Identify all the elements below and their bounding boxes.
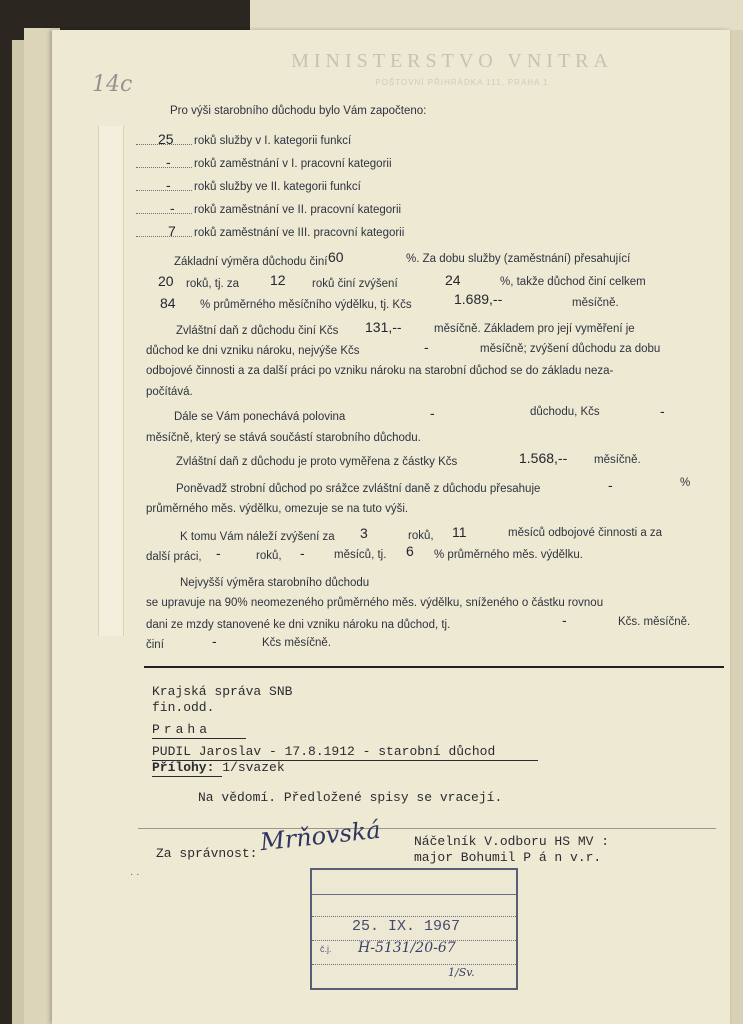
tax-text: Zvláštní daň z důchodu činí Kčs [176, 325, 339, 337]
attachments-label: Přílohy: [152, 760, 215, 775]
paper-stack-right [728, 30, 743, 1024]
service-value: - [166, 154, 171, 170]
max-text: se upravuje na 90% neomezeného průměrného měs. výdělku, sníženého o částku rovnou [146, 597, 604, 609]
raise-value-other-years: - [216, 545, 221, 561]
raise-text: roků, [408, 530, 434, 542]
service-label: roků služby ve II. kategorii funkcí [194, 181, 361, 193]
max-value: - [562, 612, 567, 628]
base-value-increase: 24 [445, 272, 461, 288]
base-value-percent: 60 [328, 249, 344, 265]
address-line-1: Krajská správa SNB [152, 684, 293, 699]
tax-text: důchod ke dni vzniku nároku, nejvýše Kčs [146, 345, 360, 357]
limit-text: % [680, 477, 691, 489]
max-text: Kčs. měsíčně. [618, 616, 691, 628]
half-text: Dále se Vám ponechává polovina [174, 411, 346, 423]
base-value-total: 84 [160, 295, 176, 311]
base-text: % průměrného měsíčního výdělku, tj. Kčs [200, 299, 412, 311]
service-value: 7 [168, 223, 176, 239]
document-page: MINISTERSTVO VNITRA POŠTOVNÍ PŘIHRÁDKA 111, PRAHA 1 14c Pro výši starobního důchodu bylo Vám započteno: 25 roků služby v I. kategorii funkcí - roků zaměstnání v I. pracovní kategorii - roků služby ve II. kategorii funkcí - roků zaměstnání ve II. pracovní kategorii 7 roků zaměstnání ve III. pracovní kategorii Základní výměra důchodu činí 60 %. Za dobu služby (zaměstnání) přesahující 20 roků, tj. za 12 roků činí zvýšení 24 %, takže důchod činí celkem 84 % průměrného měsíčního výdělku, tj. Kčs 1.689,-- měsíčně. Zvláštní daň z důchodu činí Kčs 131,-- měsíčně. Základem pro její vyměření je důchod ke dni vzniku nároku, nejvýše Kčs - měsíčně; zvýšení důchodu za dobu odbojové činnosti a za další práci po vzniku nároku na starobní důchod se do základu neza- počítává. Dále se Vám ponechává polovina - důchodu, Kčs - měsíčně, který se stává součástí starobního důchodu. Zvláštní daň z důchodu je proto vyměřena z částky Kčs 1.568,-- měsíčně. Poněvadž strobní důchod po srážce zvláštní daně z důchodu přesahuje - % průměrného měs. výdělku, omezuje se na tuto výši. K tomu Vám náleží zvýšení za 3 roků, 11 měsíců odbojové činnosti a za další práci, - roků, - měsíců, tj. 6 % průměrného měs. výdělku. Nejvyšší výměra starobního důchodu se upravuje na 90% neomezeného průměrného měs. výdělku, sníženého o částku rovnou dani ze mzdy stanovené ke dni vzniku nároku na důchod, tj. - Kčs. měsíčně. činí - Kčs měsíčně. Krajská správa SNB fin.odd. Praha PUDIL Jaroslav - 17.8.1912 - starobní důchod Přílohy: 1/svazek Na vědomí. Předložené spisy se vracejí. Za správnost: Mrňovská Náčelník V.odboru HS MV : major Bohumil P á n v.r. · · 25. IX. 1967 č.j. H-5131/20-67 1/Sv. [52, 30, 730, 1024]
limit-text: průměrného měs. výdělku, omezuje se na tuto výši. [146, 503, 409, 515]
base-text: %. Za dobu služby (zaměstnání) přesahující [406, 253, 631, 265]
chief-name: major Bohumil P á n v.r. [414, 850, 602, 865]
tax-base-text: Zvláštní daň z důchodu je proto vyměřena z částky Kčs [176, 456, 458, 468]
limit-text: Poněvadž strobní důchod po srážce zvláštní daně z důchodu přesahuje [176, 483, 541, 495]
ministry-header: MINISTERSTVO VNITRA [291, 50, 613, 72]
section-divider [144, 666, 724, 668]
paper-strip [98, 126, 124, 636]
correctness-label: Za správnost: [156, 846, 258, 861]
stamp-date: 25. IX. 1967 [352, 918, 461, 935]
max-value-total: - [212, 633, 217, 649]
subject-line: PUDIL Jaroslav - 17.8.1912 - starobní důchod [152, 744, 496, 759]
address-city: Praha [152, 722, 212, 737]
service-value: - [170, 200, 175, 216]
base-text: Základní výměra důchodu činí [174, 256, 328, 268]
limit-value: - [608, 477, 613, 493]
raise-value-other-months: - [300, 545, 305, 561]
half-value-amount: - [660, 403, 665, 419]
intro-text: Pro výši starobního důchodu bylo Vám započteno: [170, 105, 427, 117]
tax-text: počítává. [146, 386, 193, 398]
max-text: Nejvyšší výměra starobního důchodu [180, 577, 370, 589]
service-label: roků služby v I. kategorii funkcí [194, 135, 352, 147]
base-value-years: 20 [158, 273, 174, 289]
max-text: dani ze mzdy stanovené ke dni vzniku nároku na důchod, tj. [146, 619, 451, 631]
note-line: Na vědomí. Předložené spisy se vracejí. [198, 790, 503, 805]
stamp-cj-value: H-5131/20-67 [358, 940, 456, 956]
service-value: - [166, 177, 171, 193]
max-text: Kčs měsíčně. [262, 637, 332, 649]
raise-text: roků, [256, 550, 282, 562]
service-label: roků zaměstnání ve II. pracovní kategorii [194, 204, 402, 216]
thin-divider [138, 828, 716, 829]
tax-text: měsíčně. Základem pro její vyměření je [434, 323, 635, 335]
city-underline [152, 738, 246, 739]
tax-value-max: - [424, 339, 429, 355]
stamp-attachments: 1/Sv. [448, 966, 475, 979]
attachments-line [152, 760, 285, 776]
service-label: roků zaměstnání v I. pracovní kategorii [194, 158, 392, 170]
service-value: 25 [158, 131, 174, 147]
tax-base-text: měsíčně. [594, 454, 641, 466]
margin-note: 14c [92, 72, 133, 97]
attachments-underline [152, 776, 222, 777]
chief-title: Náčelník V.odboru HS MV : [414, 834, 610, 849]
raise-text: K tomu Vám náleží zvýšení za [180, 531, 335, 543]
raise-text: měsíců odbojové činnosti a za [508, 527, 663, 539]
raise-value-years: 3 [360, 525, 368, 541]
service-label: roků zaměstnání ve III. pracovní kategorii [194, 227, 405, 239]
raise-text: % průměrného měs. výdělku. [434, 549, 583, 561]
ministry-subheader: POŠTOVNÍ PŘIHRÁDKA 111, PRAHA 1 [375, 78, 549, 87]
base-text: %, takže důchod činí celkem [500, 276, 646, 288]
half-text: měsíčně, který se stává součástí starobního důchodu. [146, 432, 421, 444]
raise-text: měsíců, tj. [334, 549, 387, 561]
address-line-2: fin.odd. [152, 700, 215, 715]
base-text: roků, tj. za [186, 278, 240, 290]
half-value: - [430, 405, 435, 421]
attachments-value: 1/svazek [214, 760, 285, 775]
signature: Mrňovská [258, 815, 382, 857]
registry-stamp [310, 868, 518, 990]
tax-base-value: 1.568,-- [519, 450, 568, 466]
base-value-years-over: 12 [270, 272, 286, 288]
base-text: roků činí zvýšení [312, 278, 398, 290]
tax-text: odbojové činnosti a za další práci po vzniku nároku na starobní důchod se do základu neza- [146, 365, 614, 377]
raise-value-months: 11 [452, 524, 467, 540]
half-text: důchodu, Kčs [530, 406, 600, 418]
stamp-cj-label: č.j. [320, 944, 332, 954]
max-text: činí [146, 639, 164, 651]
base-text: měsíčně. [572, 297, 619, 309]
raise-text: další práci, [146, 551, 202, 563]
tax-value: 131,-- [365, 319, 402, 335]
tax-text: měsíčně; zvýšení důchodu za dobu [480, 343, 661, 355]
base-value-amount: 1.689,-- [454, 291, 503, 307]
raise-value-percent: 6 [406, 543, 414, 559]
